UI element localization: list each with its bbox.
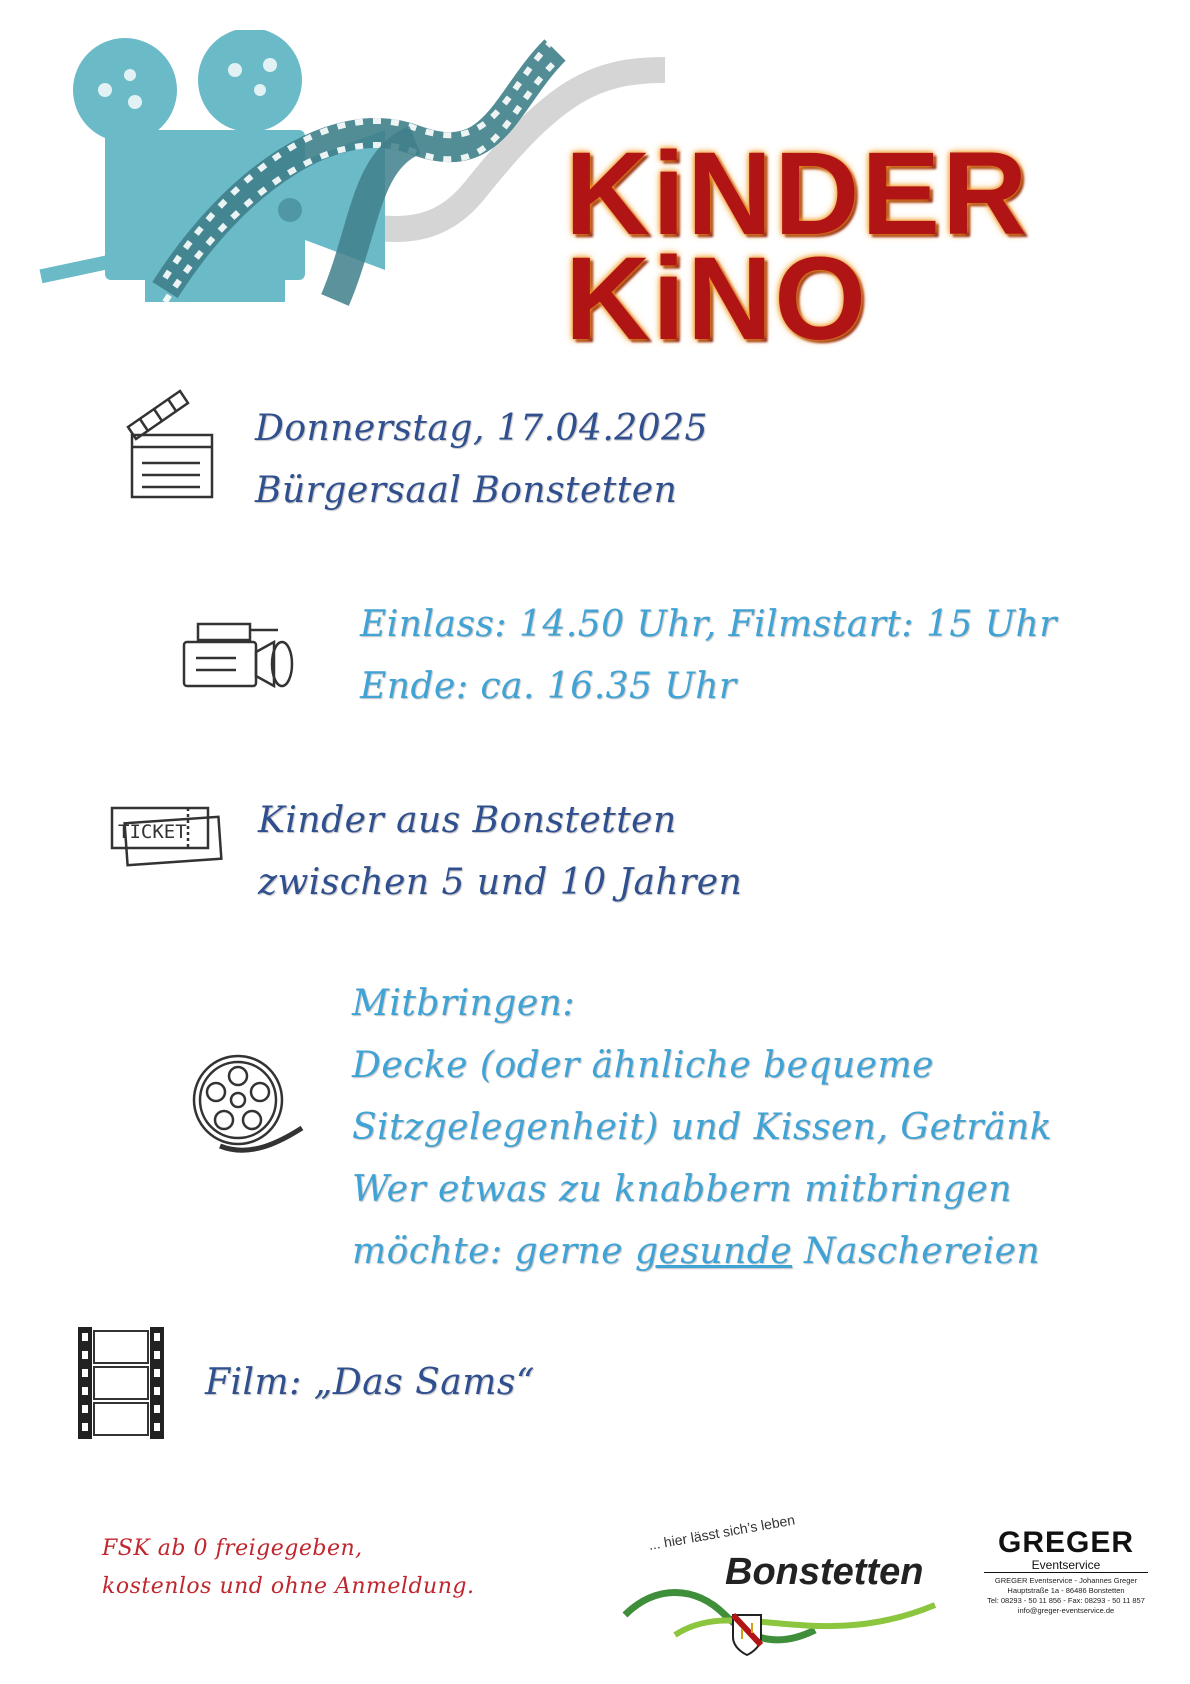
end-time-text: Ende: ca. 16.35 Uhr: [360, 666, 737, 707]
venue-text: Bürgersaal Bonstetten: [255, 470, 678, 511]
bonstetten-name: Bonstetten: [725, 1551, 924, 1593]
greger-address-4: info@greger-eventservice.de: [1017, 1606, 1115, 1615]
greger-name: GREGER: [997, 1526, 1135, 1559]
bonstetten-swoosh-icon: [615, 1575, 955, 1665]
film-title-text: Film: „Das Sams“: [205, 1362, 535, 1403]
bring-heading: Mitbringen:: [352, 983, 575, 1024]
title-line-1: KiNDER: [565, 128, 1030, 260]
film-reel-icon: [190, 1050, 310, 1160]
greger-address-1: GREGER Eventservice - Johannes Greger: [994, 1576, 1138, 1585]
greger-address-2: Hauptstraße 1a - 86486 Bonstetten: [1007, 1586, 1125, 1595]
bring-line-4: [352, 1221, 1040, 1283]
ticket-icon: [108, 802, 224, 870]
ticket-label: TICKET: [118, 821, 187, 843]
film-strip-icon: [74, 1325, 168, 1441]
date-text: Donnerstag, 17.04.2025: [255, 408, 708, 449]
audience-text: Kinder aus Bonstetten: [258, 800, 677, 841]
healthy-underlined: gesunde: [635, 1231, 793, 1272]
bonstetten-logo: [615, 1511, 955, 1665]
free-admission-note: kostenlos und ohne Anmeldung.: [102, 1574, 475, 1599]
bring-line-4-post: Naschereien: [792, 1231, 1041, 1272]
age-range-text: zwischen 5 und 10 Jahren: [258, 862, 743, 903]
clapperboard-icon: [120, 385, 220, 505]
greger-subtitle: Eventservice: [984, 1558, 1148, 1573]
video-camera-icon: [178, 612, 296, 694]
admission-time-text: Einlass: 14.50 Uhr, Filmstart: 15 Uhr: [360, 604, 1057, 645]
title-line-2: KiNO: [565, 233, 868, 365]
bring-line-2: Sitzgelegenheit) und Kissen, Getränk: [352, 1107, 1053, 1148]
bring-line-3: Wer etwas zu knabbern mitbringen: [352, 1169, 1012, 1210]
bring-line-4-pre: möchte: gerne: [352, 1231, 635, 1272]
bonstetten-tagline: ... hier lässt sich’s leben: [647, 1511, 797, 1553]
greger-address-3: Tel: 08293 - 50 11 856 - Fax: 08293 - 50 11 857: [987, 1596, 1145, 1605]
greger-logo: [972, 1528, 1160, 1648]
fsk-note: FSK ab 0 freigegeben,: [102, 1536, 363, 1561]
bring-line-1: Decke (oder ähnliche bequeme: [352, 1045, 934, 1086]
